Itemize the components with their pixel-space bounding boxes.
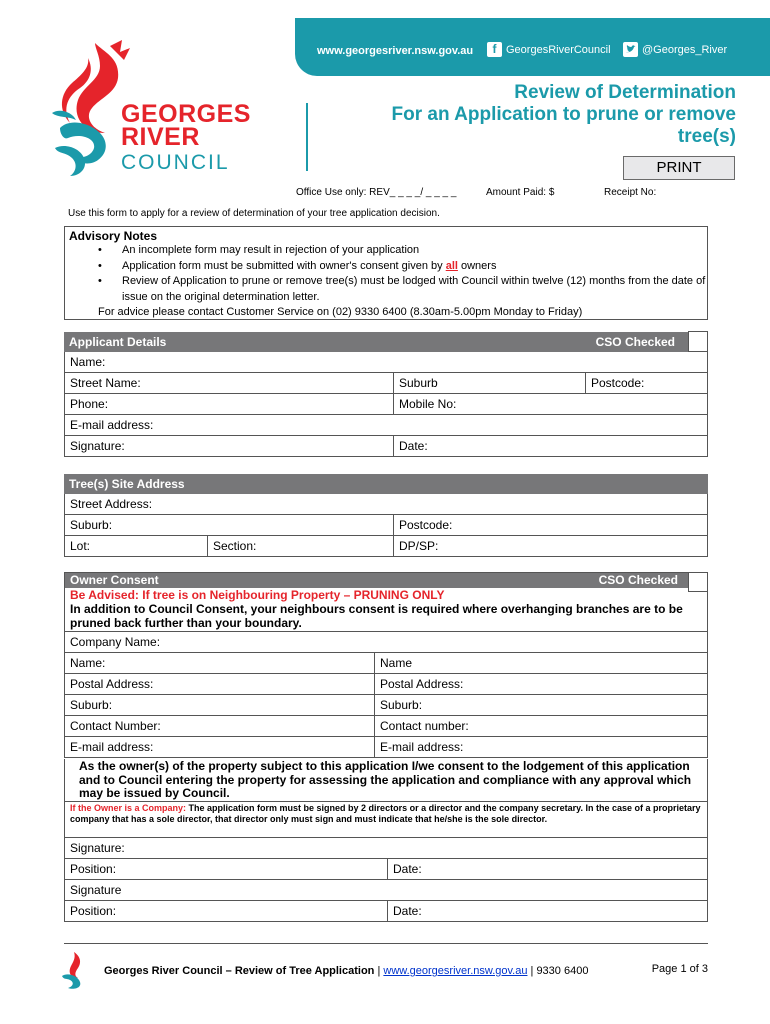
site-suburb-row[interactable]: Suburb: Postcode: [64,515,708,536]
twitter-label: @Georges_River [642,43,728,56]
footer-website-link[interactable]: www.georgesriver.nsw.gov.au [383,965,528,977]
divider [306,103,308,171]
page-number: Page 1 of 3 [651,963,708,975]
site-section-header [64,474,708,494]
applicant-name-row[interactable]: Name: [64,352,708,373]
page-title [392,82,737,148]
office-use-label: Office Use only: REV_ _ _ _/ _ _ _ _ [296,187,457,198]
footer-logo-icon [60,950,96,990]
header-banner [295,18,770,76]
twitter-icon [623,42,638,57]
advisory-notes [64,226,708,320]
council-logo [121,100,251,176]
cso-checkbox[interactable] [688,331,708,352]
owner-postal-row[interactable]: Postal Address: Postal Address: [64,674,708,695]
amount-paid-label: Amount Paid: $ [486,187,555,198]
cso-checkbox[interactable] [688,572,708,592]
section-title: Applicant Details [69,335,167,349]
company-name-row[interactable]: Company Name: [64,632,708,653]
intro-text: Use this form to apply for a review of determination of your tree application decision. [68,208,440,219]
facebook-link[interactable] [487,42,611,57]
owner-contact-row[interactable]: Contact Number: Contact number: [64,716,708,737]
logo-line-council: COUNCIL [121,151,230,174]
owner-signature-row[interactable]: Signature: [64,838,708,859]
twitter-link[interactable] [623,42,727,57]
section-title: Owner Consent [70,573,159,587]
footer-text: Georges River Council – Review of Tree Application | www.georgesriver.nsw.gov.au | 9330 6400 [104,965,589,977]
neighbour-note: In addition to Council Consent, your neighbours consent is required where overhanging branches are to be pruned back further than your boundary. [70,602,683,630]
facebook-icon: f [487,42,502,57]
owner-section-header [64,572,708,632]
page-footer [64,943,708,977]
cso-label: CSO Checked [598,573,678,587]
title-main: Review of Determination [514,82,736,103]
owner-name-row[interactable]: Name: Name [64,653,708,674]
site-lot-row[interactable]: Lot: Section: DP/SP: [64,536,708,557]
site-street-row[interactable]: Street Address: [64,494,708,515]
company-note: If the Owner is a Company: The application form must be signed by 2 directors or a director and the company secretary. In the case of a proprietary company that has a sole director, that director only must sign and must indicate that he/she is the sole director. [64,802,708,838]
owner-position2-row[interactable]: Position: Date: [64,901,708,922]
logo-line-river: RIVER [121,123,200,151]
owner-position-row[interactable]: Position: Date: [64,859,708,880]
owner-suburb-row[interactable]: Suburb: Suburb: [64,695,708,716]
logo-line-georges: GEORGES [121,100,251,128]
applicant-signature-row[interactable]: Signature: Date: [64,436,708,457]
cso-label: CSO Checked [595,335,675,349]
advisory-item: • Application form must be submitted with owner's consent given by all owners [98,259,707,275]
advisory-heading: Advisory Notes [69,229,158,243]
website-link[interactable]: www.georgesriver.nsw.gov.au [317,45,474,57]
title-sub-2: tree(s) [677,126,736,147]
neighbour-warning: Be Advised: If tree is on Neighbouring Property – PRUNING ONLY [70,588,445,602]
facebook-label: GeorgesRiverCouncil [506,43,611,56]
print-button[interactable]: PRINT [623,156,735,180]
receipt-label: Receipt No: [604,187,657,198]
owner-email-row[interactable]: E-mail address: E-mail address: [64,737,708,758]
owner-consent-statement: As the owner(s) of the property subject to this application I/we consent to the lodgement of this application and to Council entering the property for assessing the application and compliance with any approval which may be issued by Council. [64,759,708,802]
advisory-item: • An incomplete form may result in rejection of your application [98,243,707,259]
applicant-email-row[interactable]: E-mail address: [64,415,708,436]
advisory-item: • Review of Application to prune or remove tree(s) must be lodged with Council within twelve (12) months from the date of issue on the original determination letter. [98,274,707,305]
applicant-phone-row[interactable]: Phone: Mobile No: [64,394,708,415]
owner-signature2-row[interactable]: Signature [64,880,708,901]
advisory-contact: For advice please contact Customer Service on (02) 9330 6400 (8.30am-5.00pm Monday to Friday) [98,306,583,318]
applicant-address-row[interactable]: Street Name: Suburb Postcode: [64,373,708,394]
applicant-section-header [64,332,708,352]
section-title: Tree(s) Site Address [69,477,185,491]
title-sub-1: For an Application to prune or remove [391,104,736,125]
